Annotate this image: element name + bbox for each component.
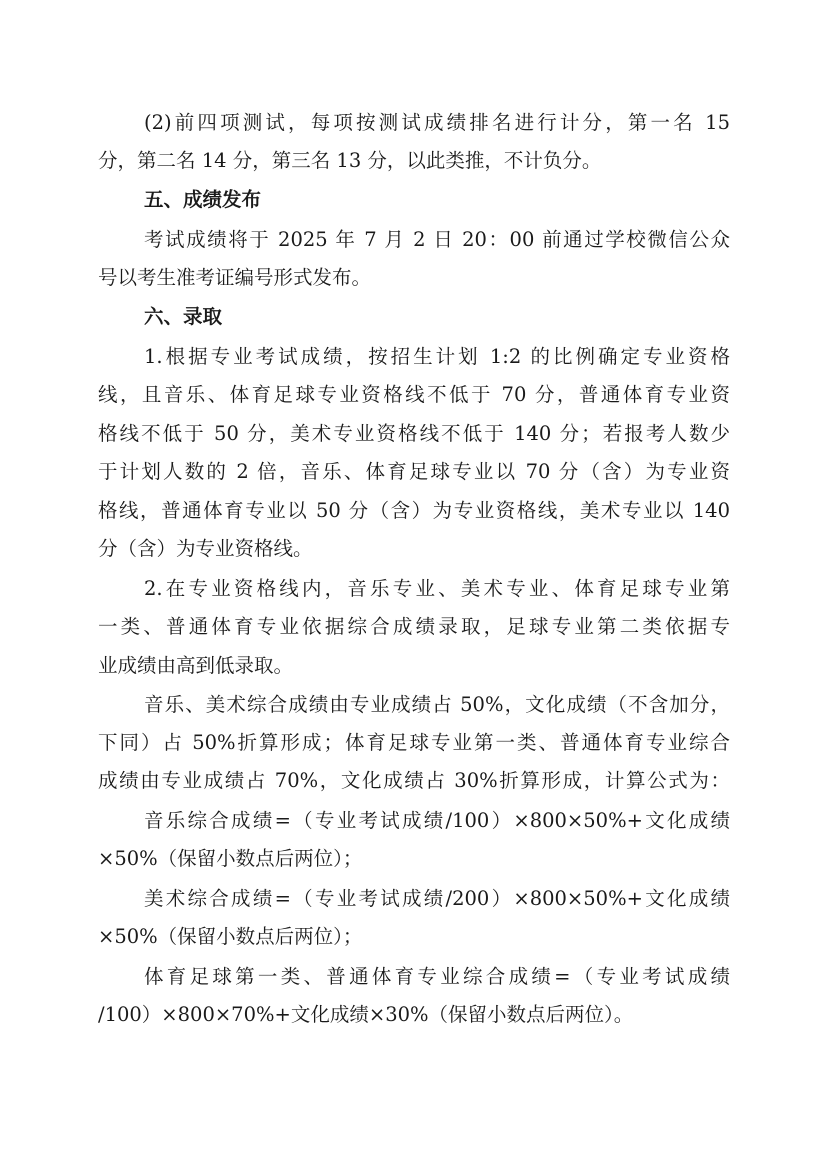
scoring-rule-line-1: (2)前四项测试，每项按测试成绩排名进行计分，第一名 15 bbox=[144, 111, 730, 134]
art-formula-line-2: ×50%（保留小数点后两位）； bbox=[98, 925, 363, 948]
section-heading-admission: 六、录取 bbox=[144, 305, 223, 328]
admission-rule-1-line-1: 1.根据专业考试成绩，按招生计划 1:2 的比例确定专业资格 bbox=[144, 345, 730, 368]
admission-rule-2-line-3: 业成绩由高到低录取。 bbox=[98, 654, 294, 677]
results-release-line-2: 号以考生准考证编号形式发布。 bbox=[98, 266, 372, 289]
admission-rule-1-line-4: 于计划人数的 2 倍，音乐、体育足球专业以 70 分（含）为专业资 bbox=[98, 460, 730, 483]
admission-rule-1-line-6: 分（含）为专业资格线。 bbox=[98, 537, 313, 560]
admission-rule-2-line-1: 2.在专业资格线内，音乐专业、美术专业、体育足球专业第 bbox=[144, 577, 730, 600]
composite-score-line-2: 下同）占 50%折算形成；体育足球专业第一类、普通体育专业综合 bbox=[98, 731, 730, 754]
section-heading-results-release: 五、成绩发布 bbox=[144, 188, 262, 211]
scoring-rule-line-2: 分，第二名 14 分，第三名 13 分，以此类推，不计负分。 bbox=[98, 149, 602, 172]
admission-rule-1-line-5: 格线，普通体育专业以 50 分（含）为专业资格线，美术专业以 140 bbox=[98, 499, 730, 522]
composite-score-line-1: 音乐、美术综合成绩由专业成绩占 50%，文化成绩（不含加分， bbox=[144, 693, 730, 716]
sports-formula-line-2: /100）×800×70%+文化成绩×30%（保留小数点后两位）。 bbox=[98, 1003, 634, 1026]
music-formula-line-1: 音乐综合成绩=（专业考试成绩/100）×800×50%+文化成绩 bbox=[144, 809, 730, 832]
admission-rule-1-line-3: 格线不低于 50 分，美术专业资格线不低于 140 分；若报考人数少 bbox=[98, 422, 730, 445]
results-release-line-1: 考试成绩将于 2025 年 7 月 2 日 20：00 前通过学校微信公众 bbox=[144, 228, 730, 251]
art-formula-line-1: 美术综合成绩=（专业考试成绩/200）×800×50%+文化成绩 bbox=[144, 887, 730, 910]
music-formula-line-2: ×50%（保留小数点后两位）； bbox=[98, 847, 363, 870]
admission-rule-1-line-2: 线，且音乐、体育足球专业资格线不低于 70 分，普通体育专业资 bbox=[98, 383, 730, 406]
composite-score-line-3: 成绩由专业成绩占 70%，文化成绩占 30%折算形成，计算公式为： bbox=[98, 769, 730, 792]
sports-formula-line-1: 体育足球第一类、普通体育专业综合成绩=（专业考试成绩 bbox=[144, 965, 730, 988]
admission-rule-2-line-2: 一类、普通体育专业依据综合成绩录取，足球专业第二类依据专 bbox=[98, 615, 730, 638]
